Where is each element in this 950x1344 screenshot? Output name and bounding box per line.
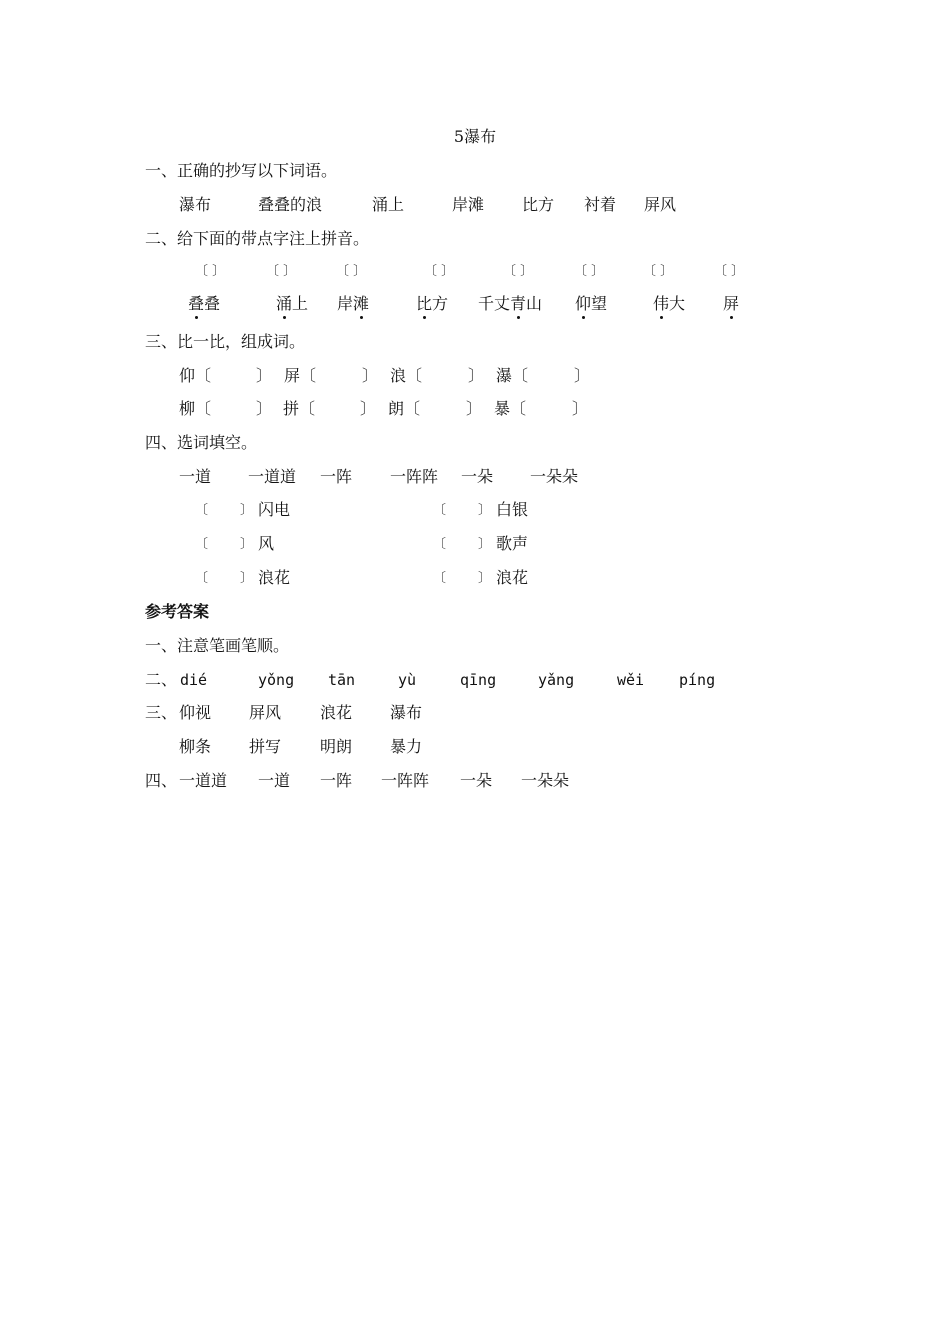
q4-close: 〕 — [478, 571, 492, 586]
page-title: 5瀑布 — [453, 127, 497, 146]
q3-char: 浪〔 — [390, 366, 423, 385]
answer-3-word: 瀑布 — [390, 703, 423, 722]
pinyin: yù — [398, 671, 417, 689]
q3-char: 瀑〔 — [496, 366, 529, 385]
dotted-char: 青 — [510, 294, 527, 313]
q4-heading: 四、选词填空。 — [145, 433, 258, 452]
q2-word: 千丈青山 — [478, 294, 543, 313]
answer-1: 一、注意笔画笔顺。 — [145, 636, 290, 655]
answer-4-word: 一朵 — [460, 771, 493, 790]
q4-option: 一朵朵 — [530, 467, 579, 486]
q4-close: 〕 — [478, 537, 492, 552]
answer-4-word: 一阵阵 — [381, 771, 430, 790]
q1-word: 瀑布 — [179, 195, 212, 214]
q3-close: 〕 — [574, 366, 591, 385]
q4-open: 〔 — [195, 503, 209, 518]
q2-heading: 二、给下面的带点字注上拼音。 — [145, 229, 370, 248]
pinyin: yǎng — [538, 671, 575, 689]
q1-word: 衬着 — [584, 195, 617, 214]
answer-4-word: 一阵 — [320, 771, 353, 790]
pinyin: qīng — [460, 671, 497, 689]
q3-close: 〕 — [468, 366, 485, 385]
q4-label: 闪电 — [258, 500, 291, 519]
q3-heading: 三、比一比，组成词。 — [145, 332, 306, 351]
answer-paren: 〔 〕 — [503, 264, 534, 279]
answer-paren: 〔 〕 — [424, 264, 455, 279]
answer-4-word: 一朵朵 — [521, 771, 570, 790]
q4-option: 一道 — [179, 467, 212, 486]
answer-paren: 〔 〕 — [336, 264, 367, 279]
answer-3-label: 三、 — [145, 703, 178, 722]
answer-3-word: 屏风 — [249, 703, 282, 722]
q4-option: 一阵阵 — [390, 467, 439, 486]
q3-char: 朗〔 — [388, 399, 421, 418]
q1-heading: 一、正确的抄写以下词语。 — [145, 161, 338, 180]
q2-word: 比方 — [416, 294, 449, 313]
q2-word: 仰望 — [575, 294, 608, 313]
answers-heading: 参考答案 — [145, 602, 210, 621]
q2-word: 伟大 — [653, 294, 686, 313]
q1-word: 涌上 — [372, 195, 405, 214]
answer-4-label: 四、 — [145, 771, 178, 790]
q4-label: 风 — [258, 534, 275, 553]
answer-3-word: 浪花 — [320, 703, 353, 722]
q4-label: 白银 — [496, 500, 529, 519]
dotted-char: 屏 — [723, 294, 740, 313]
q4-option: 一道道 — [248, 467, 297, 486]
dotted-char: 比 — [416, 294, 433, 313]
q4-option: 一朵 — [461, 467, 494, 486]
q3-close: 〕 — [360, 399, 377, 418]
q2-word: 岸滩 — [337, 294, 370, 313]
q3-close: 〕 — [572, 399, 589, 418]
q3-char: 暴〔 — [494, 399, 527, 418]
q1-word: 岸滩 — [452, 195, 485, 214]
q3-char: 屏〔 — [284, 366, 317, 385]
answer-3-word: 拼写 — [249, 737, 282, 756]
q3-close: 〕 — [256, 366, 273, 385]
q4-open: 〔 — [433, 537, 447, 552]
pinyin: tān — [328, 671, 356, 689]
answer-3-word: 暴力 — [390, 737, 423, 756]
pinyin: wěi — [617, 671, 645, 689]
answer-paren: 〔 〕 — [574, 264, 605, 279]
q2-word — [723, 294, 739, 314]
q3-char: 拼〔 — [283, 399, 316, 418]
q4-close: 〕 — [478, 503, 492, 518]
q4-close: 〕 — [240, 571, 254, 586]
dotted-char: 叠 — [188, 294, 205, 313]
q4-option: 一阵 — [320, 467, 353, 486]
q3-char: 柳〔 — [179, 399, 212, 418]
q2-word: 叠叠 — [188, 294, 221, 313]
q4-label: 歌声 — [496, 534, 529, 553]
answer-paren: 〔 〕 — [266, 264, 297, 279]
answer-3-word: 仰视 — [179, 703, 212, 722]
q3-close: 〕 — [256, 399, 273, 418]
q1-word: 叠叠的浪 — [258, 195, 323, 214]
dotted-char: 滩 — [353, 294, 370, 313]
answer-paren: 〔 〕 — [714, 264, 745, 279]
q4-open: 〔 — [433, 503, 447, 518]
pinyin: yǒng — [258, 671, 295, 689]
q4-label: 浪花 — [496, 568, 529, 587]
pinyin: píng — [679, 671, 716, 689]
dotted-char: 涌 — [276, 294, 293, 313]
q1-word: 比方 — [522, 195, 555, 214]
answer-3-word: 明朗 — [320, 737, 353, 756]
answer-4-word: 一道 — [258, 771, 291, 790]
pinyin: dié — [180, 671, 208, 689]
q3-char: 仰〔 — [179, 366, 212, 385]
q3-close: 〕 — [466, 399, 483, 418]
answer-2-label: 二、 — [145, 670, 178, 689]
q4-close: 〕 — [240, 537, 254, 552]
answer-3-word: 柳条 — [179, 737, 212, 756]
q4-close: 〕 — [240, 503, 254, 518]
answer-paren: 〔 〕 — [643, 264, 674, 279]
q3-close: 〕 — [362, 366, 379, 385]
answer-4-word: 一道道 — [179, 771, 228, 790]
answer-paren: 〔 〕 — [195, 264, 226, 279]
q1-word: 屏风 — [644, 195, 677, 214]
q4-open: 〔 — [433, 571, 447, 586]
q4-open: 〔 — [195, 571, 209, 586]
q4-label: 浪花 — [258, 568, 291, 587]
dotted-char: 仰 — [575, 294, 592, 313]
q4-open: 〔 — [195, 537, 209, 552]
dotted-char: 伟 — [653, 294, 670, 313]
q2-word: 涌上 — [276, 294, 309, 313]
